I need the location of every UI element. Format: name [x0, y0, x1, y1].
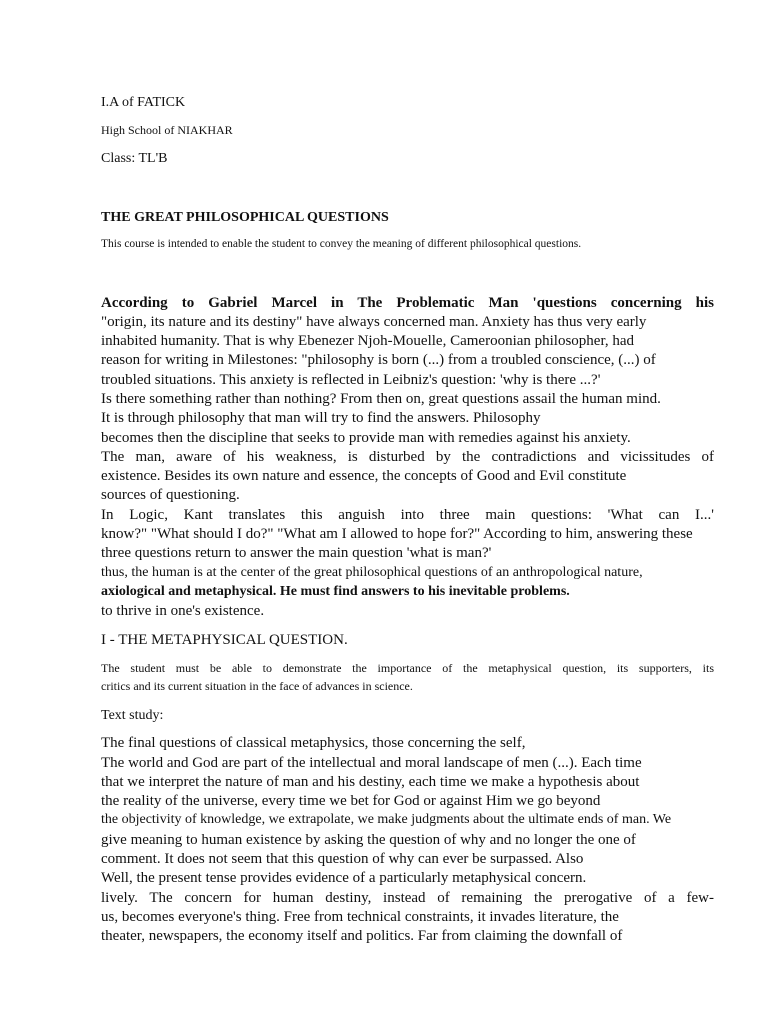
- text-study-label: Text study:: [101, 708, 164, 723]
- intro-line: It is through philosophy that man will try to find the answers. Philosophy: [101, 410, 541, 426]
- course-description: This course is intended to enable the student to convey the meaning of different philosophical questions.: [101, 238, 582, 250]
- institution-name: I.A of FATICK: [101, 95, 186, 110]
- text-study-line: the objectivity of knowledge, we extrapolate, we make judgments about the ultimate ends of man. We: [101, 812, 672, 827]
- text-study-line: The final questions of classical metaphysics, those concerning the self,: [101, 735, 526, 751]
- school-name: High School of NIAKHAR: [101, 123, 233, 137]
- intro-line: reason for writing in Milestones: "philosophy is born (...) from a troubled conscience, (...) of: [101, 352, 656, 368]
- objective-line: critics and its current situation in the face of advances in science.: [101, 679, 413, 693]
- objective-line: The student must be able to demonstrate the importance of the metaphysical question, its supporters, its: [101, 661, 714, 675]
- course-title: THE GREAT PHILOSOPHICAL QUESTIONS: [101, 210, 389, 225]
- intro-line: Is there something rather than nothing? From then on, great questions assail the human mind.: [101, 391, 661, 407]
- intro-line: thus, the human is at the center of the great philosophical questions of an anthropological nature,: [101, 565, 643, 580]
- intro-line: The man, aware of his weakness, is disturbed by the contradictions and vicissitudes of: [101, 449, 714, 465]
- text-study-line: us, becomes everyone's thing. Free from technical constraints, it invades literature, the: [101, 909, 619, 925]
- text-study-line: lively. The concern for human destiny, instead of remaining the prerogative of a few-: [101, 890, 714, 906]
- intro-line: In Logic, Kant translates this anguish into three main questions: 'What can I...': [101, 507, 714, 523]
- class-label: Class: TL'B: [101, 151, 168, 166]
- intro-line: becomes then the discipline that seeks to provide man with remedies against his anxiety.: [101, 430, 631, 446]
- text-study-line: that we interpret the nature of man and his destiny, each time we make a hypothesis about: [101, 774, 640, 790]
- intro-line: troubled situations. This anxiety is reflected in Leibniz's question: 'why is there ...?': [101, 372, 601, 388]
- section-heading: I - THE METAPHYSICAL QUESTION.: [101, 632, 348, 648]
- intro-line: sources of questioning.: [101, 487, 240, 503]
- text-study-line: comment. It does not seem that this question of why can ever be surpassed. Also: [101, 851, 584, 867]
- intro-line: According to Gabriel Marcel in The Problematic Man 'questions concerning his: [101, 295, 714, 311]
- intro-line: "origin, its nature and its destiny" have always concerned man. Anxiety has thus very early: [101, 314, 647, 330]
- text-study-line: theater, newspapers, the economy itself and politics. Far from claiming the downfall of: [101, 928, 623, 944]
- text-study-line: The world and God are part of the intellectual and moral landscape of men (...). Each time: [101, 755, 642, 771]
- intro-line: to thrive in one's existence.: [101, 603, 265, 619]
- intro-line: axiological and metaphysical. He must find answers to his inevitable problems.: [101, 584, 570, 599]
- intro-line: existence. Besides its own nature and essence, the concepts of Good and Evil constitute: [101, 468, 627, 484]
- intro-line: three questions return to answer the main question 'what is man?': [101, 545, 492, 561]
- text-study-line: give meaning to human existence by asking the question of why and no longer the one of: [101, 832, 636, 848]
- intro-line: inhabited humanity. That is why Ebenezer Njoh-Mouelle, Cameroonian philosopher, had: [101, 333, 635, 349]
- text-study-line: the reality of the universe, every time we bet for God or against Him we go beyond: [101, 793, 601, 809]
- intro-line: know?" "What should I do?" "What am I allowed to hope for?" According to him, answering these: [101, 526, 693, 542]
- text-study-line: Well, the present tense provides evidence of a particularly metaphysical concern.: [101, 870, 587, 886]
